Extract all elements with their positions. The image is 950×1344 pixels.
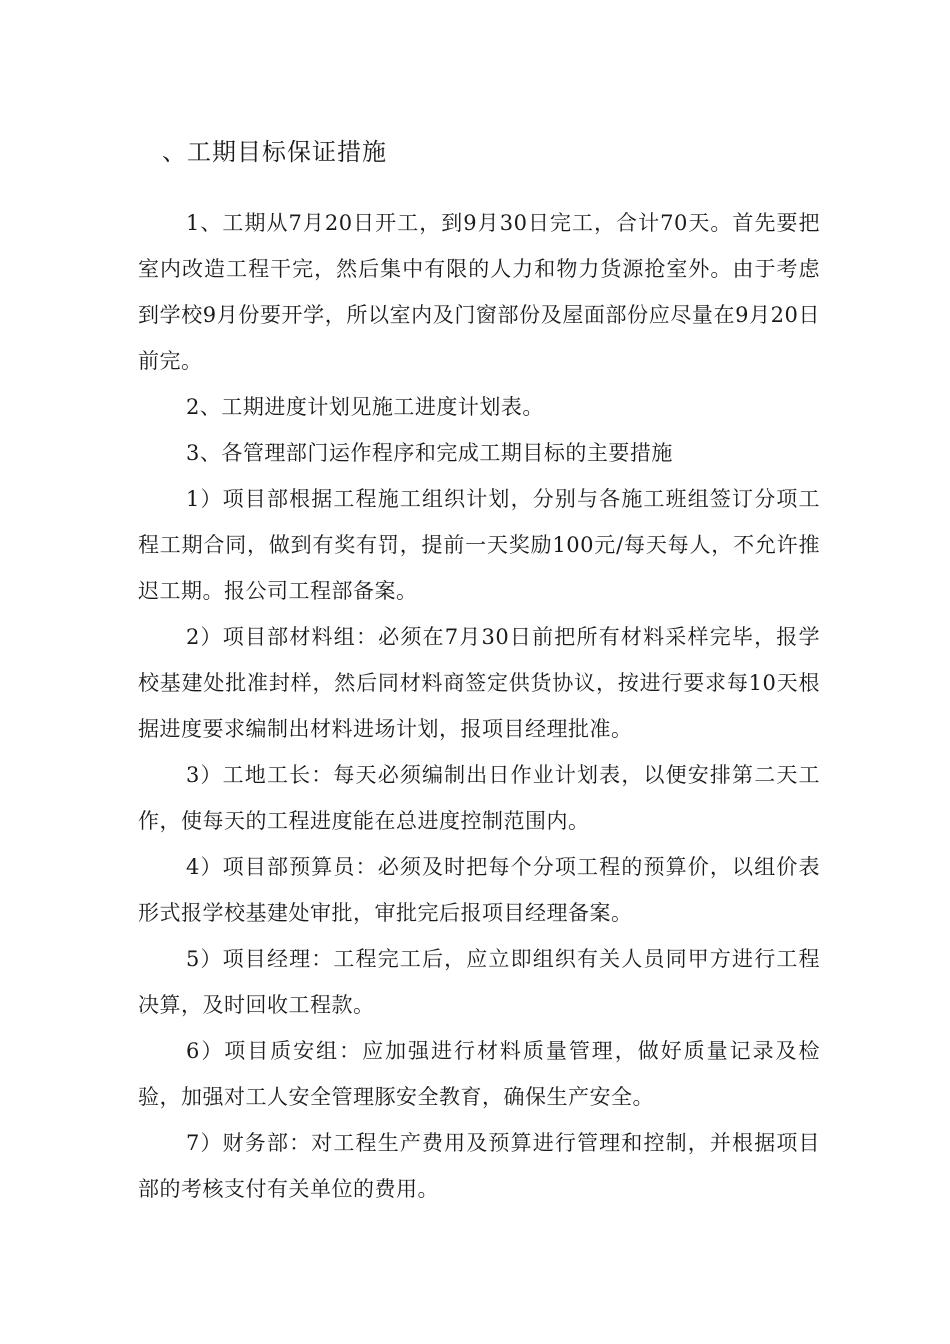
paragraph-measures-title: 3、各管理部门运作程序和完成工期目标的主要措施 xyxy=(186,441,673,465)
paragraph-measure-2: 2）项目部材料组：必须在7月30日前把所有材料采样完毕，报学校基建处批准封样，然后同材料商签定供货协议，按进行要求每10天根据进度要求编制出材料进场计划，报项目经理批准。 xyxy=(138,625,820,741)
paragraph-schedule-overview: 1、工期从7月20日开工，到9月30日完工，合计70天。首先要把室内改造工程干完，然后集中有限的人力和物力货源抢室外。由于考虑到学校9月份要开学，所以室内及门窗部份及屋面部份应尽量在9月20日前完。 xyxy=(138,211,820,373)
section-heading: 、工期目标保证措施 xyxy=(162,138,387,166)
paragraph-measure-1: 1）项目部根据工程施工组织计划，分别与各施工班组签订分项工程工期合同，做到有奖有罚，提前一天奖励100元/每天每人，不允许推迟工期。报公司工程部备案。 xyxy=(138,487,820,603)
paragraph-progress-plan: 2、工期进度计划见施工进度计划表。 xyxy=(186,395,544,419)
paragraph-measure-5: 5）项目经理：工程完工后，应立即组织有关人员同甲方进行工程决算，及时回收工程款。 xyxy=(138,947,820,1017)
document-body xyxy=(138,200,820,1212)
paragraph-measure-4: 4）项目部预算员：必须及时把每个分项工程的预算价，以组价表形式报学校基建处审批，审批完后报项目经理备案。 xyxy=(138,855,820,925)
paragraph-measure-7: 7）财务部：对工程生产费用及预算进行管理和控制，并根据项目部的考核支付有关单位的费用。 xyxy=(138,1131,820,1201)
paragraph-measure-3: 3）工地工长：每天必须编制出日作业计划表，以便安排第二天工作，使每天的工程进度能在总进度控制范围内。 xyxy=(138,763,820,833)
paragraph-measure-6: 6）项目质安组：应加强进行材料质量管理，做好质量记录及检验，加强对工人安全管理豚安全教育，确保生产安全。 xyxy=(138,1039,820,1109)
